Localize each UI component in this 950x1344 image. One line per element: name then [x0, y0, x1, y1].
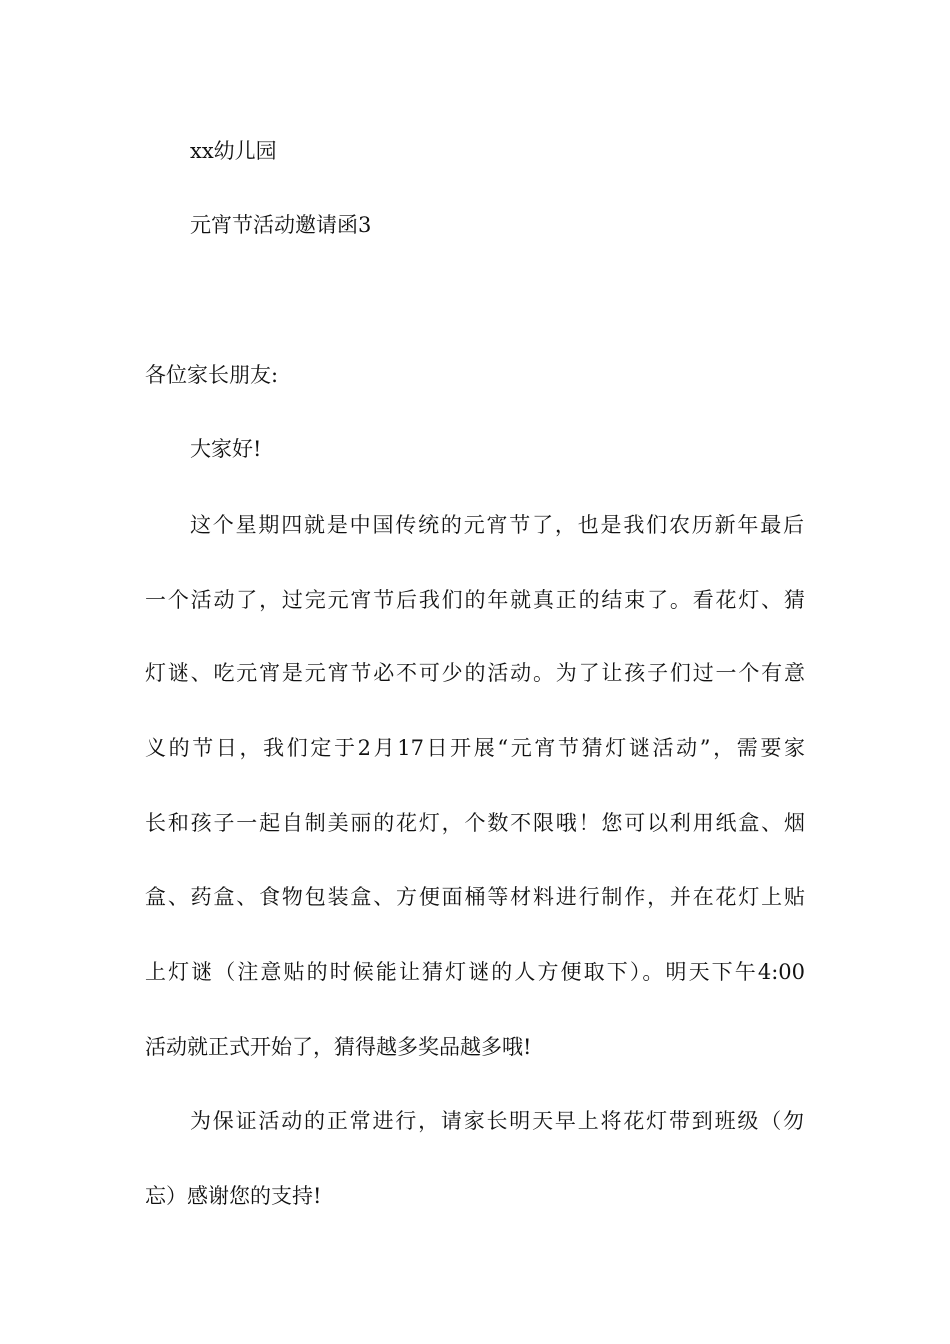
- salutation: 各位家长朋友:: [145, 363, 279, 387]
- kindergarten-name: xx幼儿园: [190, 139, 277, 163]
- paragraph1-line: 盒、药盒、食物包装盒、方便面桶等材料进行制作，并在花灯上贴: [145, 885, 805, 909]
- paragraph1-line: 灯谜、吃元宵是元宵节必不可少的活动。为了让孩子们过一个有意: [145, 661, 805, 685]
- paragraph1-line: 一个活动了，过完元宵节后我们的年就真正的结束了。看花灯、猜: [145, 588, 805, 612]
- document-title: 元宵节活动邀请函3: [190, 213, 372, 237]
- paragraph2-line: 为保证活动的正常进行，请家长明天早上将花灯带到班级（勿: [190, 1109, 804, 1133]
- greeting: 大家好!: [190, 437, 262, 461]
- paragraph1-line: 活动就正式开始了，猜得越多奖品越多哦!: [145, 1035, 532, 1059]
- paragraph1-line: 长和孩子一起自制美丽的花灯，个数不限哦！您可以利用纸盒、烟: [145, 811, 805, 835]
- paragraph1-line: 上灯谜（注意贴的时候能让猜灯谜的人方便取下）。明天下午4:00: [145, 960, 805, 984]
- paragraph1-line: 义的节日，我们定于2月17日开展“元宵节猜灯谜活动”，需要家: [145, 736, 805, 760]
- paragraph2-line: 忘）感谢您的支持!: [145, 1184, 322, 1208]
- paragraph1-line: 这个星期四就是中国传统的元宵节了，也是我们农历新年最后: [190, 513, 804, 537]
